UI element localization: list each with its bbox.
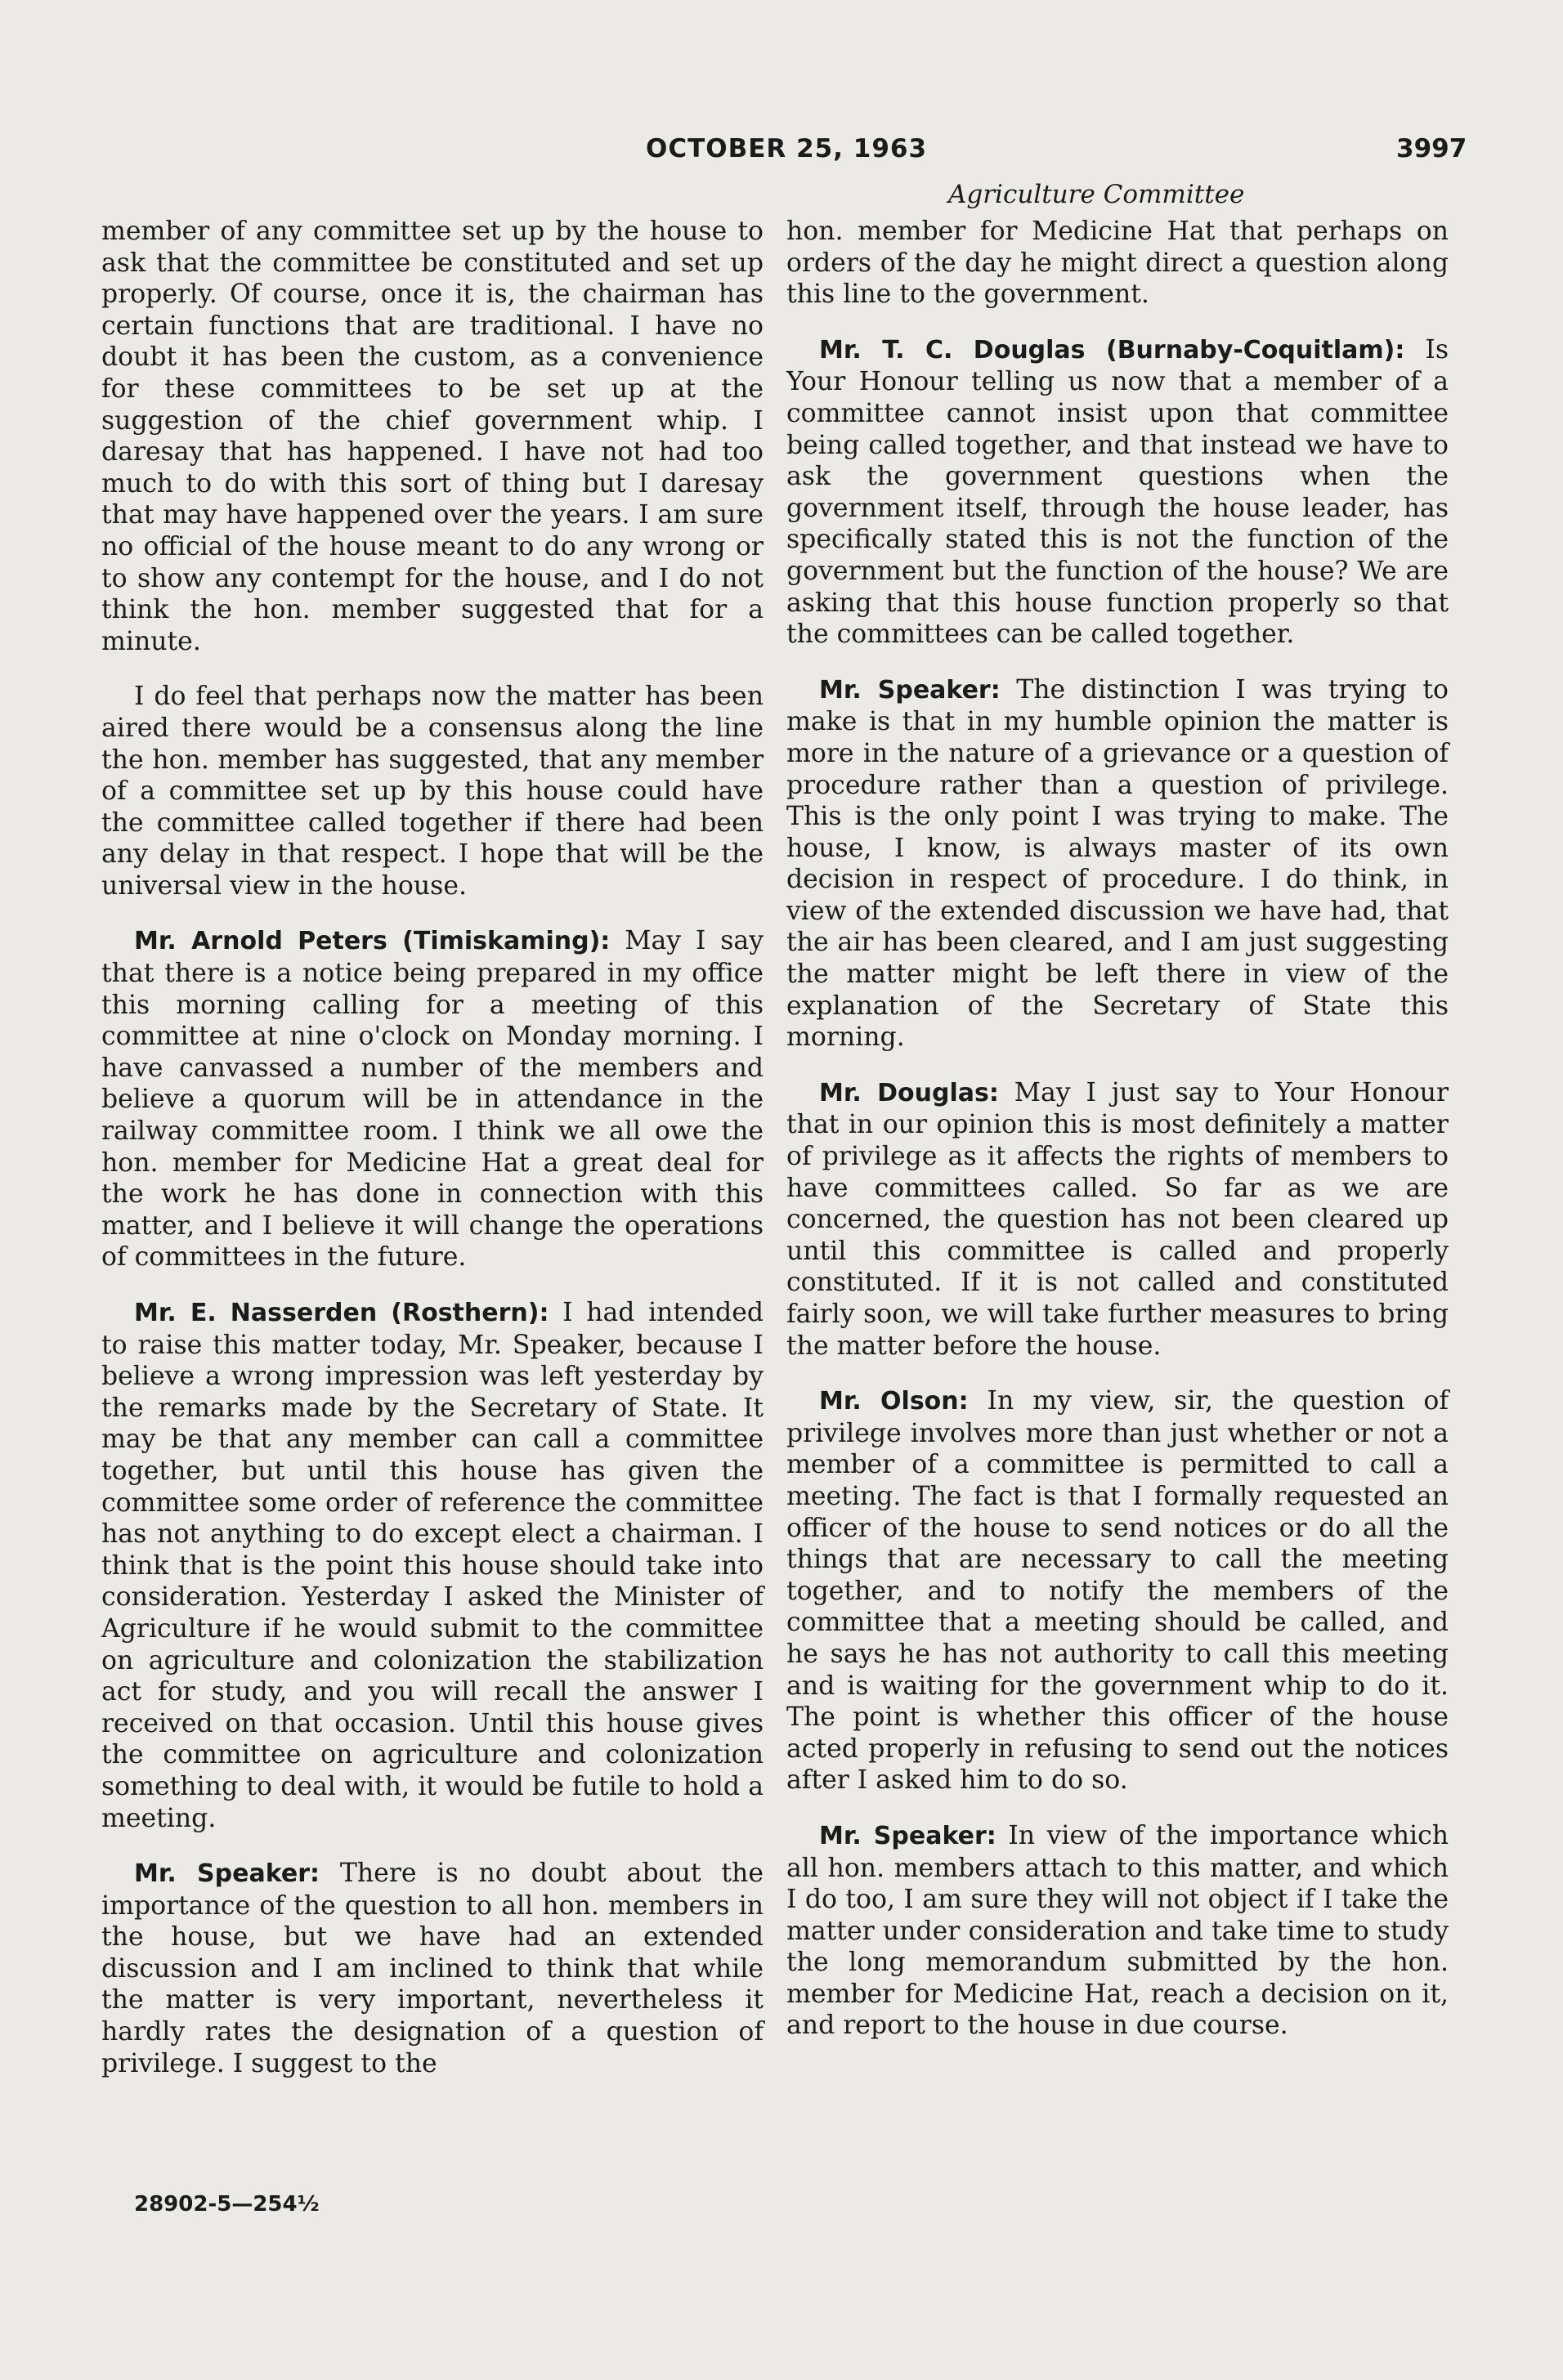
speech: [101, 925, 764, 1273]
right-column: [786, 216, 1449, 2065]
speech-text: There is no doubt about the importance of the question to all hon. members in the house, but we have had an extended discussion and I am inclined to think that while the matter is very important, nevertheless it hardly rates the designation of a question of privilege. I suggest to the: [101, 1859, 764, 2078]
print-code: 28902-5—254½: [134, 2192, 320, 2217]
speaker-name: Mr. E. Nasserden (Rosthern):: [134, 1299, 549, 1327]
speech-text: The distinction I was trying to make is that in my humble opinion the matter is more in the nature of a grievance or a question of procedure rather than a question of privilege. This is the only point I was trying to make. The house, I know, is always master of its own decision in respect of procedure. I do think, in view of the extended discussion we have had, that the air has been cleared, and I am just suggesting the matter might be left there in view of the explanation of the Secretary of State this morning.: [786, 674, 1449, 1053]
speech: [786, 334, 1449, 651]
left-column: [101, 216, 764, 2103]
speaker-name: Mr. Speaker:: [134, 1859, 320, 1889]
speech: [786, 1077, 1449, 1362]
speaker-name: Mr. Speaker:: [819, 1821, 996, 1850]
page-header: [0, 134, 1563, 167]
speaker-name: Mr. Douglas:: [819, 1078, 999, 1107]
speaker-name: Mr. Olson:: [819, 1387, 969, 1416]
paragraph-text: I do feel that perhaps now the matter has been aired there would be a consensus along the line the hon. member has suggested, that any member of a committee set up by this house could have the committee called together if there had been any delay in that respect. I hope that will be the universal view in the house.: [101, 682, 764, 901]
speech: [101, 1858, 764, 2079]
speech-text: I had intended to raise this matter today, Mr. Speaker, because I believe a wrong impression was left yesterday by the remarks made by the Secretary of State. It may be that any member can call a committee together, but until this house has given the committee some order of reference the committee has not anything to do except elect a chairman. I think that is the point this house should take into consideration. Yesterday I asked the Minister of Agriculture if he would submit to the committee on agriculture and colonization the stabilization act for study, and you will recall the answer I received on that occasion. Until this house gives the committee on agriculture and colonization something to deal with, it would be futile to hold a meeting.: [101, 1298, 764, 1833]
page-number: 3997: [1396, 134, 1467, 163]
paragraph: [101, 681, 764, 901]
speech-text: May I say that there is a notice being prepared in my office this morning calling for a meeting of this committee at nine o'clock on Monday morning. I have canvassed a number of the members and believe a quorum will be in attendance in the railway committee room. I think we all owe the hon. member for Medicine Hat a great deal for the work he has done in connection with this matter, and I believe it will change the operations of committees in the future.: [101, 926, 764, 1273]
speaker-name: Mr. Speaker:: [819, 675, 1001, 705]
paragraph-text: member of any committee set up by the house to ask that the committee be constituted and set up properly. Of course, once it is, the chairman has certain functions that are traditional. I have no doubt it has been the custom, as a convenience for these committees to be set up at the suggestion of the chief government whip. I daresay that has happened. I have not had too much to do with this sort of thing but I daresay that may have happened over the years. I am sure no official of the house meant to do any wrong or to show any contempt for the house, and I do not think the hon. member suggested that for a minute.: [101, 217, 764, 656]
paragraph: [786, 216, 1449, 311]
paragraph-text: hon. member for Medicine Hat that perhaps on orders of the day he might direct a question along this line to the government.: [786, 217, 1449, 310]
speech-text: In my view, sir, the question of privilege involves more than just whether or not a member of a committee is permitted to call a meeting. The fact is that I formally requested an officer of the house to send notices or do all the things that are necessary to call the meeting together, and to notify the members of the committee that a meeting should be called, and he says he has not authority to call this meeting and is waiting for the government whip to do it. The point is whether this officer of the house acted properly in refusing to send out the notices after I asked him to do so.: [786, 1386, 1449, 1796]
speech: [786, 1385, 1449, 1796]
paragraph: [101, 216, 764, 657]
speaker-name: Mr. T. C. Douglas (Burnaby-Coquitlam):: [819, 335, 1405, 365]
speech-text: May I just say to Your Honour that in our opinion this is most definitely a matter of privilege as it affects the rights of members to have committees called. So far as we are concerned, the question has not been cleared up until this committee is called and properly constituted. If it is not called and constituted fairly soon, we will take further measures to bring the matter before the house.: [786, 1077, 1449, 1361]
running-head: Agriculture Committee: [948, 180, 1245, 209]
speech: [786, 674, 1449, 1054]
page-date: OCTOBER 25, 1963: [646, 134, 928, 163]
speech-text: In view of the importance which all hon. members attach to this matter, and which I do too, I am sure they will not object if I take the matter under consideration and take time to study the long memorandum submitted by the hon. member for Medicine Hat, reach a decision on it, and report to the house in due course.: [786, 1820, 1449, 2041]
speech-text: Is Your Honour telling us now that a member of a committee cannot insist upon that committee being called together, and that instead we have to ask the government questions when the government itself, through the house leader, has specifically stated this is not the function of the government but the function of the house? We are asking that this house function properly so that the committees can be called together.: [786, 334, 1449, 650]
speech: [786, 1820, 1449, 2042]
speaker-name: Mr. Arnold Peters (Timiskaming):: [134, 927, 611, 956]
speech: [101, 1297, 764, 1834]
